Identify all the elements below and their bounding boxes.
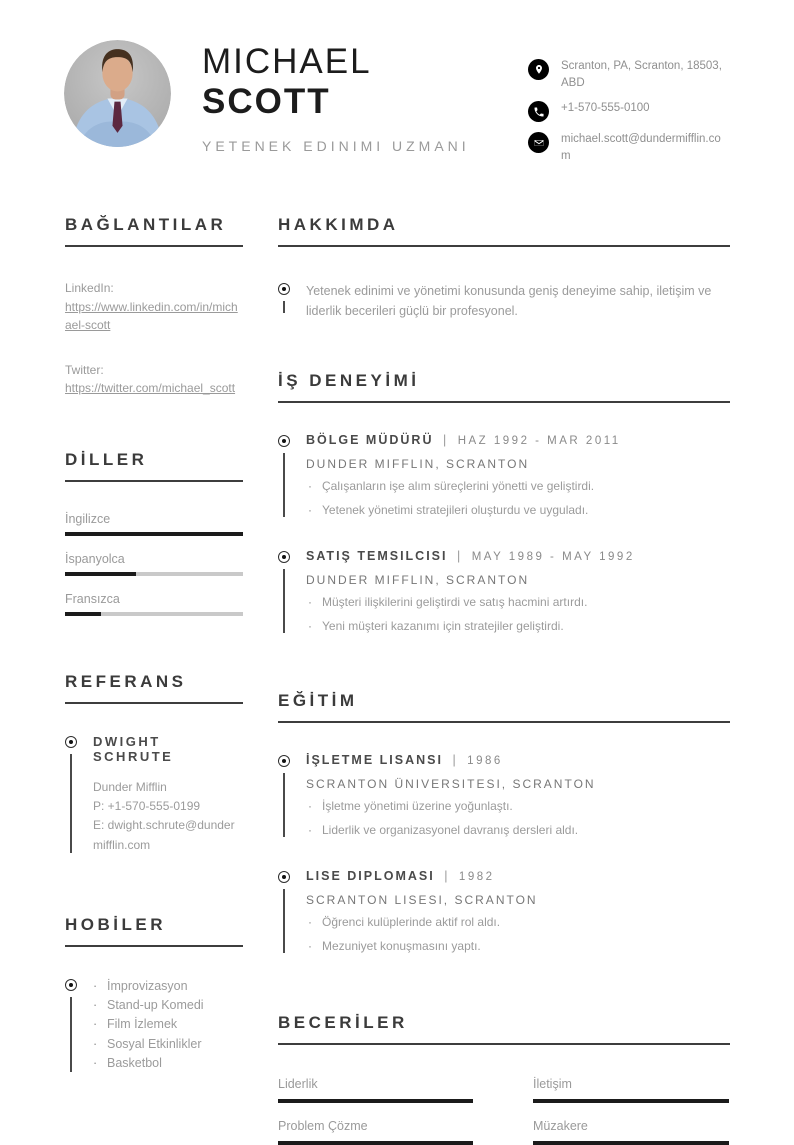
skill-name: Müzakere [533,1119,588,1133]
location-pin-icon [528,59,549,80]
job-title: YETENEK EDINIMI UZMANI [202,137,470,154]
hobbies-list [93,977,243,1074]
link-item-linkedin [65,279,243,335]
experience-company: DUNDER MIFFLIN, SCRANTON [306,457,530,471]
timeline-dot-icon [278,871,290,883]
contact-location-row [528,58,730,91]
hobby-item: · İmprovizasyon [93,977,243,996]
hobby-item: · Stand-up Komedi [93,996,243,1015]
timeline-dot-icon [278,551,290,563]
education-school: SCRANTON ÜNIVERSITESI, SCRANTON [306,777,596,791]
email-envelope-icon [528,132,549,153]
link-item-twitter [65,361,243,398]
links-section-title: BAĞLANTILAR [65,215,243,247]
experience-company: DUNDER MIFFLIN, SCRANTON [306,573,530,587]
heading-separator: | [444,869,450,883]
education-bullet: · Mezuniyet konuşmasını yaptı. [306,937,730,955]
experience-bullet: · Yeni müşteri kazanımı için stratejiler geliştirdi. [306,617,730,635]
education-entry [278,753,730,839]
experience-entry [278,549,730,635]
skill-level-bar [278,1141,473,1145]
skill-name: İletişim [533,1077,572,1091]
experience-bullet: · Çalışanların işe alım süreçlerini yönetti ve geliştirdi. [306,477,730,495]
heading-separator: | [442,433,449,447]
education-degree: İŞLETME LISANSI [306,753,443,767]
languages-section-title: DİLLER [65,450,243,482]
phone-icon [528,101,549,122]
hobbies-section-title: HOBİLER [65,915,243,947]
reference-phone: P: +1-570-555-0199 [93,799,201,814]
education-dates: 1986 [467,755,503,767]
linkedin-link[interactable]: https://www.linkedin.com/in/michael-scott [65,299,238,333]
timeline-dot-icon [65,736,77,748]
section-hobbies [65,915,243,1074]
skill-item [533,1119,729,1145]
twitter-link[interactable]: https://twitter.com/michael_scott [65,381,236,396]
skills-grid [278,1077,730,1145]
name-block [202,42,512,154]
skill-name: Liderlik [278,1077,318,1091]
timeline-dot-icon [278,435,290,447]
link-label: LinkedIn: [65,281,114,295]
language-level-bar [65,572,243,576]
section-skills [278,1013,730,1145]
experience-role: BÖLGE MÜDÜRÜ [306,433,434,447]
left-column [65,215,243,1074]
experience-bullets [306,477,730,519]
references-section-title: REFERANS [65,672,243,704]
skill-level-bar [533,1099,729,1103]
about-section-title: HAKKIMDA [278,215,730,247]
skill-level-bar [278,1099,473,1103]
timeline-dot-icon [278,283,290,295]
education-entry [278,869,730,955]
contact-email: michael.scott@dundermifflin.com [561,133,721,163]
experience-bullet: · Müşteri ilişkilerini geliştirdi ve satış hacmini artırdı. [306,593,730,611]
education-section-title: EĞİTİM [278,691,730,723]
contact-block [528,58,730,165]
language-row [65,592,243,616]
first-name: MICHAEL [202,42,372,81]
experience-bullet: · Yetenek yönetimi stratejileri oluşturdu ve uyguladı. [306,501,730,519]
language-level-bar [65,532,243,536]
contact-location: Scranton, PA, Scranton, 18503, ABD [561,60,722,89]
contact-email-row [528,131,730,164]
section-experience [278,371,730,635]
reference-company: Dunder Mifflin [93,779,167,794]
education-heading [306,869,730,883]
hobby-item: · Sosyal Etkinlikler [93,1035,243,1054]
last-name: SCOTT [202,82,331,122]
about-entry [278,281,730,321]
heading-separator: | [452,753,458,767]
skills-section-title: BECERİLER [278,1013,730,1045]
education-bullet: · İşletme yönetimi üzerine yoğunlaştı. [306,797,730,815]
language-row [65,552,243,576]
experience-entry [278,433,730,519]
language-name: İngilizce [65,511,111,526]
section-languages [65,450,243,616]
hobby-item: · Film İzlemek [93,1015,243,1034]
reference-entry [65,734,243,855]
reference-details [93,778,243,855]
experience-heading [306,433,730,447]
language-name: İspanyolca [65,551,125,566]
skill-item [278,1119,473,1145]
hobbies-entry [65,977,243,1074]
education-dates: 1982 [458,871,495,883]
contact-phone-row [528,100,730,122]
language-level-bar [65,612,243,616]
about-text: Yetenek edinimi ve yönetimi konusunda geniş deneyime sahip, iletişim ve liderlik becerileri güçlü bir profesyonel. [306,284,712,318]
right-column [278,215,730,1145]
experience-heading [306,549,730,563]
experience-dates: HAZ 1992 - MAR 2011 [457,435,621,447]
reference-name: DWIGHT SCHRUTE [93,733,174,764]
section-links [65,215,243,398]
section-education [278,691,730,955]
education-heading [306,753,730,767]
experience-role: SATIŞ TEMSILCISI [306,549,448,563]
education-bullets [306,913,730,955]
heading-separator: | [456,549,463,563]
skill-level-bar [533,1141,729,1145]
section-references [65,672,243,855]
education-bullet: · Öğrenci kulüplerinde aktif rol aldı. [306,913,730,931]
profile-photo-illustration [64,40,171,147]
education-bullets [306,797,730,839]
hobby-item: · Basketbol [93,1054,243,1073]
experience-dates: MAY 1989 - MAY 1992 [471,551,635,563]
timeline-dot-icon [278,755,290,767]
skill-name: Problem Çözme [278,1119,368,1133]
experience-bullets [306,593,730,635]
skill-item [533,1077,729,1103]
link-label: Twitter: [65,362,104,377]
reference-email: E: dwight.schrute@dundermifflin.com [93,818,235,852]
education-degree: LISE DIPLOMASI [306,869,435,883]
profile-photo [64,40,171,147]
education-bullet: · Liderlik ve organizasyonel davranış dersleri aldı. [306,821,730,839]
skill-item [278,1077,473,1103]
section-about [278,215,730,321]
language-row [65,512,243,536]
education-school: SCRANTON LISESI, SCRANTON [306,893,538,907]
experience-section-title: İŞ DENEYİMİ [278,371,730,403]
contact-phone: +1-570-555-0100 [561,102,650,115]
timeline-dot-icon [65,979,77,991]
language-name: Fransızca [65,591,120,606]
